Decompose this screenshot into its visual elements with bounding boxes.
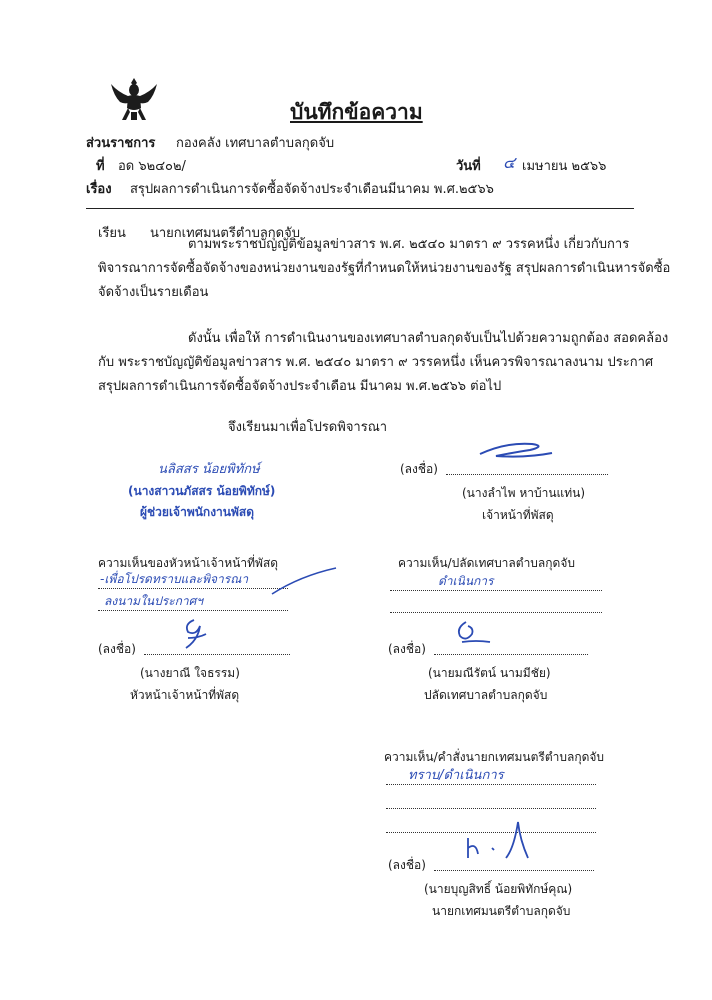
mayor-name: (นายบุญสิทธิ์ น้อยพิทักษ์คุณ) (424, 882, 573, 896)
mayor-position: นายกเทศมนตรีตำบลกุดจับ (432, 904, 571, 918)
deputy-opinion-line-1 (390, 576, 602, 591)
ref-label: ที่ (96, 159, 105, 174)
garuda-emblem (108, 74, 160, 126)
deputy-position: ปลัดเทศบาลตำบลกุดจับ (424, 688, 548, 702)
deputy-name: (นายมณีรัตน์ นามมีชัย) (428, 666, 551, 680)
head-name: (นางยาณี ใจธรรม) (140, 666, 240, 680)
paragraph-1-line: จัดจ้างเป็นรายเดือน (98, 285, 209, 300)
paragraph-2-line: กับ พระราชบัญญัติข้อมูลข่าวสาร พ.ศ. ๒๕๔๐ มาตรา ๙ วรรคหนึ่ง เห็นควรพิจารณาลงนาม ประกาศ (98, 355, 654, 370)
deputy-opinion-label: ความเห็น/ปลัดเทศบาลตำบลกุดจับ (398, 556, 575, 570)
agency-value: กองคลัง เทศบาลตำบลกุดจับ (176, 136, 335, 151)
head-opinion-handwritten-1: -เพื่อโปรดทราบและพิจารณา (100, 572, 249, 586)
mayor-opinion-label: ความเห็น/คำสั่งนายกเทศมนตรีตำบลกุดจับ (384, 750, 605, 764)
assistant-position: ผู้ช่วยเจ้าพนักงานพัสดุ (140, 505, 255, 519)
paragraph-2-line: ดังนั้น เพื่อให้ การดำเนินงานของเทศบาลตำบลกุดจับเป็นไปด้วยความถูกต้อง สอดคล้อง (188, 331, 669, 346)
deputy-sign-label: (ลงชื่อ) (388, 642, 426, 656)
paragraph-1-line: ตามพระราชบัญญัติข้อมูลข่าวสาร พ.ศ. ๒๕๔๐ มาตรา ๙ วรรคหนึ่ง เกี่ยวกับการ (188, 237, 630, 252)
document-title: บันทึกข้อความ (290, 100, 423, 124)
head-opinion-handwritten-2: ลงนามในประกาศฯ (104, 594, 203, 608)
deputy-opinion-handwritten: ดำเนินการ (438, 574, 494, 588)
date-day: ๔ (503, 153, 516, 172)
assistant-name: (นางสาวนภัสสร น้อยพิทักษ์) (128, 484, 276, 498)
mayor-opinion-line-2 (386, 794, 596, 809)
mayor-sign-label: (ลงชื่อ) (388, 858, 426, 872)
head-sign-label: (ลงชื่อ) (98, 642, 136, 656)
salutation-label: เรียน (98, 226, 126, 241)
agency-label: ส่วนราชการ (86, 136, 156, 151)
mayor-opinion-handwritten: ทราบ/ดำเนินการ (408, 768, 504, 783)
assistant-handwritten-signature: นลิสสร น้อยพิทักษ์ (158, 462, 260, 477)
officer-sign-label: (ลงชื่อ) (400, 462, 438, 476)
header-divider (86, 208, 634, 209)
head-opinion-label: ความเห็นของหัวหน้าเจ้าหน้าที่พัสดุ (98, 556, 279, 570)
mayor-signature-stroke (462, 818, 542, 866)
deputy-opinion-line-2 (390, 598, 602, 613)
date-label: วันที่ (456, 159, 481, 174)
date-rest: เมษายน ๒๕๖๖ (522, 159, 607, 174)
head-opinion-flourish (270, 566, 338, 596)
officer-name: (นางลำไพ หาบ้านแท่น) (462, 486, 586, 500)
officer-position: เจ้าหน้าที่พัสดุ (482, 508, 554, 522)
deputy-signature-stroke (452, 618, 492, 648)
paragraph-2-line: สรุปผลการดำเนินการจัดซื้อจัดจ้างประจำเดือน มีนาคม พ.ศ.๒๕๖๖ ต่อไป (98, 379, 502, 394)
ref-value: อด ๖๒๔๐๒/ (118, 159, 186, 174)
officer-signature-stroke (476, 436, 556, 466)
paragraph-1-line: พิจารณาการจัดซื้อจัดจ้างของหน่วยงานของรัฐที่กำหนดให้หน่วยงานของรัฐ สรุปผลการดำเนินหารจัดซื้อ (98, 261, 671, 276)
subject-label: เรื่อง (86, 182, 112, 197)
subject-value: สรุปผลการดำเนินการจัดซื้อจัดจ้างประจำเดือนมีนาคม พ.ศ.๒๕๖๖ (130, 182, 494, 197)
head-sign-line (144, 640, 290, 655)
closing-text: จึงเรียนมาเพื่อโปรดพิจารณา (228, 420, 388, 435)
head-position: หัวหน้าเจ้าหน้าที่พัสดุ (130, 688, 240, 702)
salutation-value: นายกเทศมนตรีตำบลกุดจับ (150, 226, 300, 241)
head-signature-stroke (176, 616, 210, 652)
